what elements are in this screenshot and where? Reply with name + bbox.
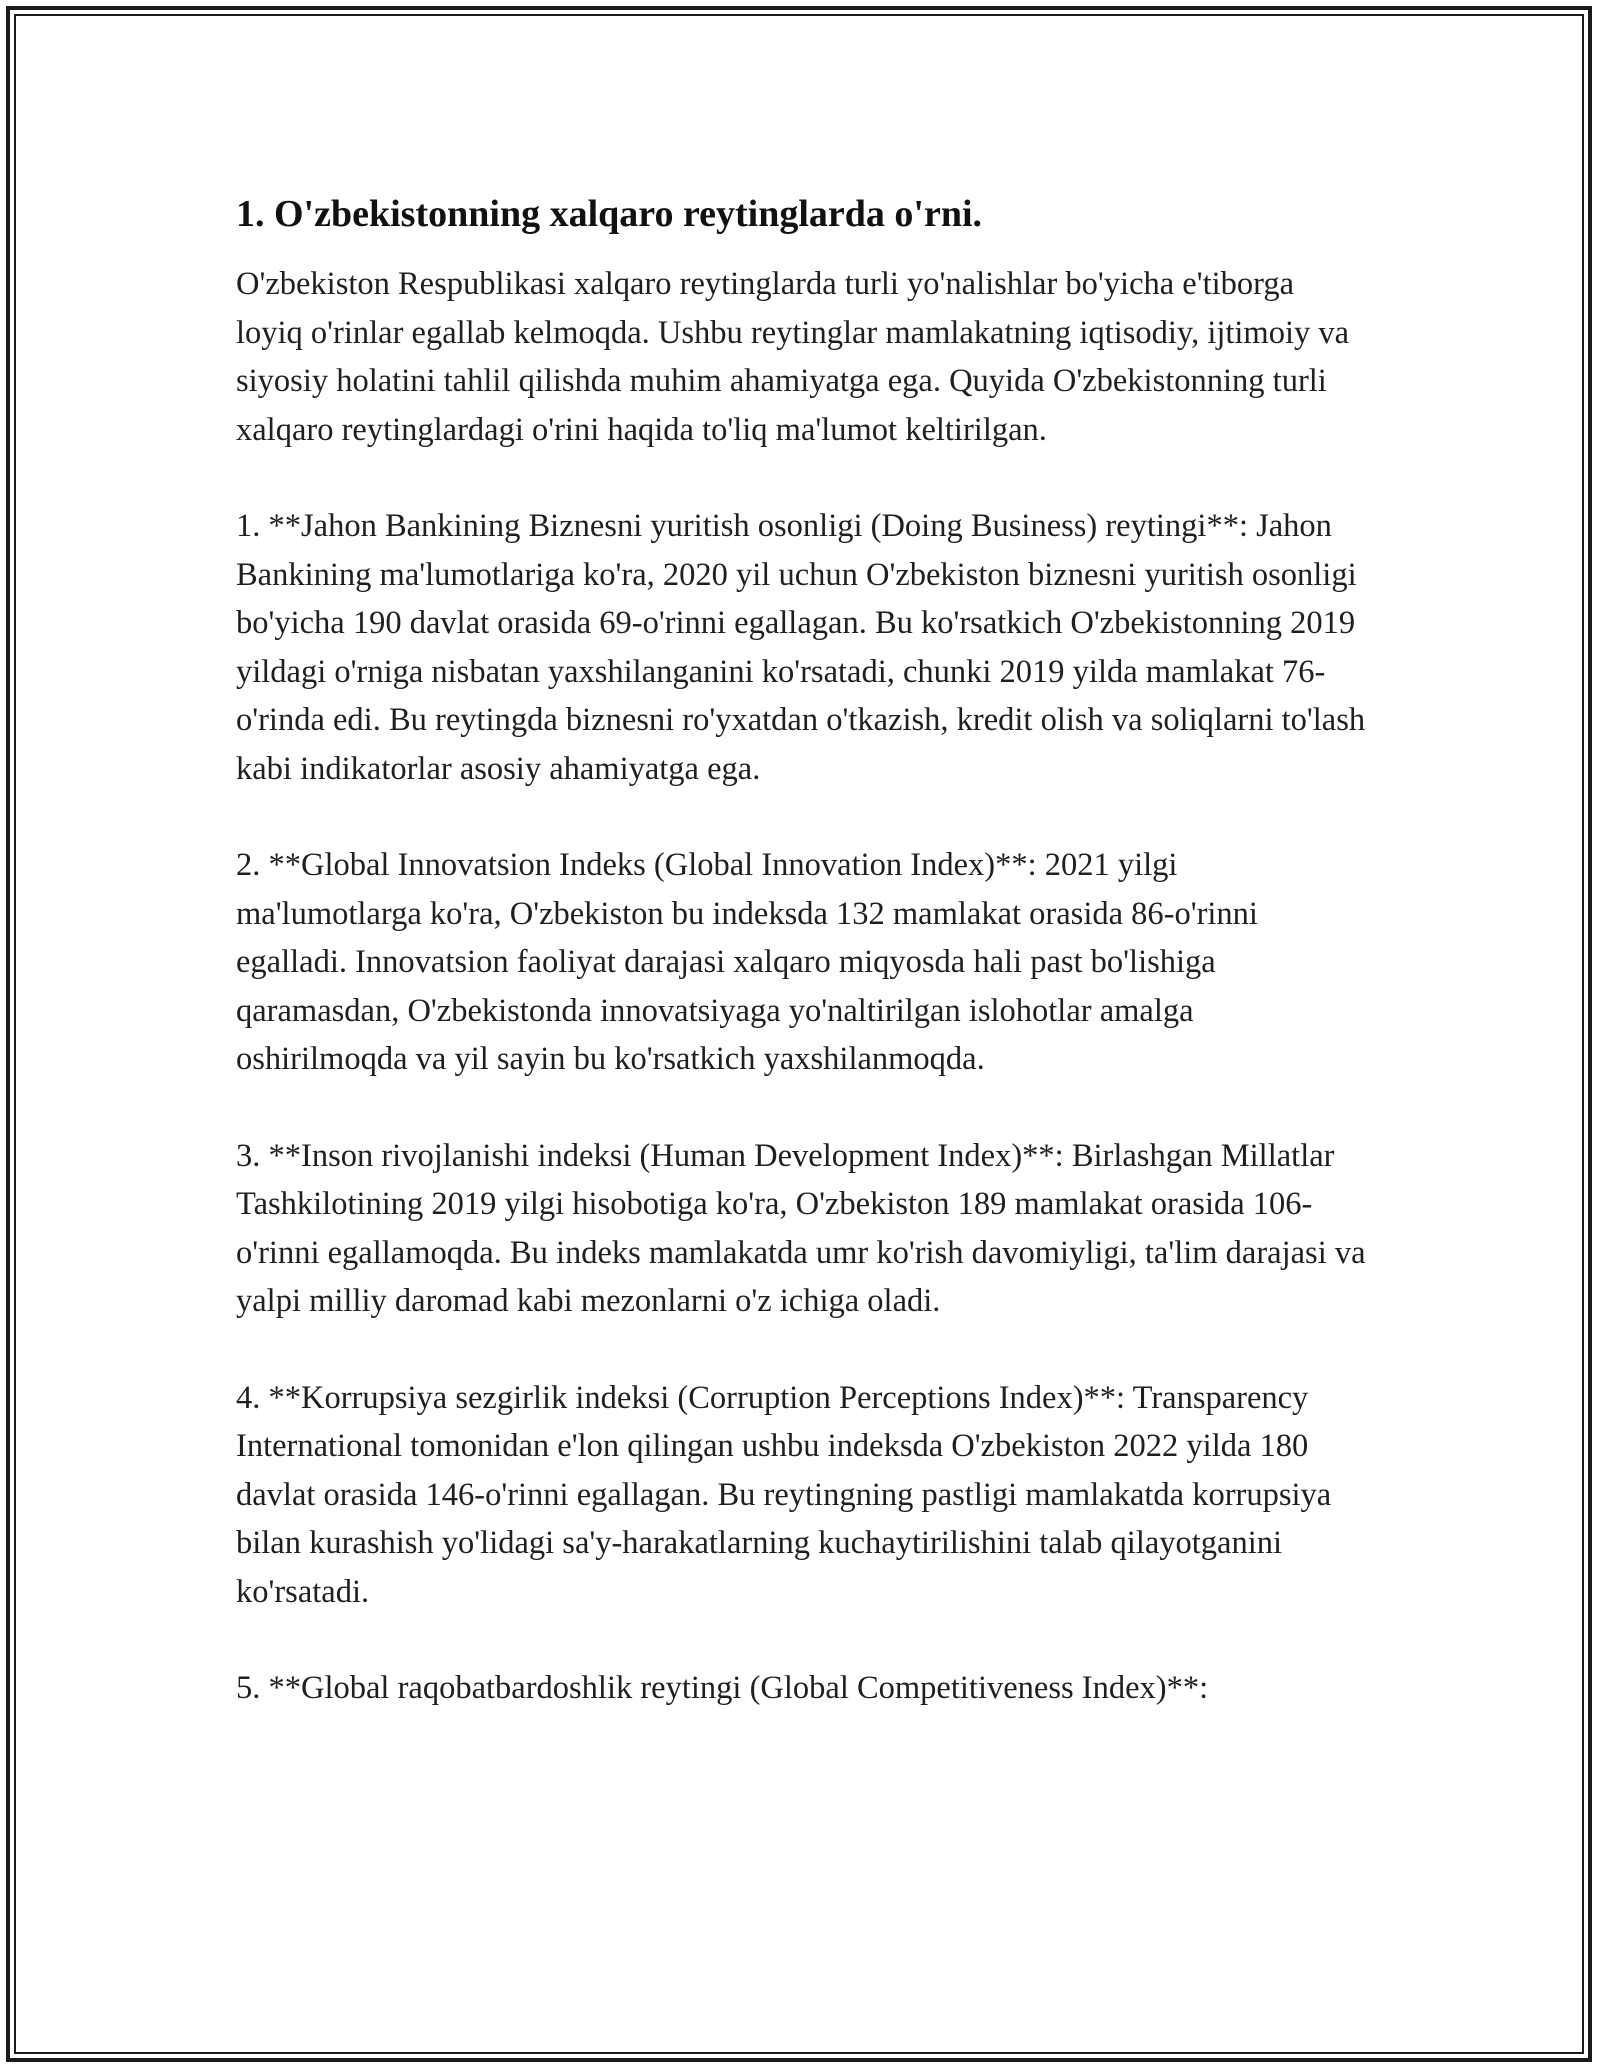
paragraph-corruption-perceptions-index: 4. **Korrupsiya sezgirlik indeksi (Corruption Perceptions Index)**: Transparency International tomonidan e'lon qilingan ushbu indeksda O'zbekiston 2022 yilda 180 davlat orasida 146-o'rinni egallagan. Bu reytingning pastligi mamlakatda korrupsiya bilan kurashish yo'lidagi sa'y-harakatlarning kuchaytirilishini talab qilayotganini ko'rsatadi.: [236, 1379, 1332, 1610]
paragraph-global-competitiveness-index: 5. **Global raqobatbardoshlik reytingi (Global Competitiveness Index)**:: [236, 1670, 1209, 1706]
document-body: [236, 190, 1366, 1761]
paragraph-global-innovation-index: 2. **Global Innovatsion Indeks (Global Innovation Index)**: 2021 yilgi ma'lumotlarga ko'ra, O'zbekiston bu indeksda 132 mamlakat orasida 86-o'rinni egalladi. Innovatsion faoliyat darajasi xalqaro miqyosda hali past bo'lishiga qaramasdan, O'zbekistonda innovatsiyaga yo'naltirilgan islohotlar amalga oshirilmoqda va yil sayin bu ko'rsatkich yaxshilanmoqda.: [236, 847, 1258, 1077]
paragraph-human-development-index: 3. **Inson rivojlanishi indeksi (Human Development Index)**: Birlashgan Millatlar Tashkilotining 2019 yilgi hisobotiga ko'ra, O'zbekiston 189 mamlakat orasida 106-o'rinni egallamoqda. Bu indeks mamlakatda umr ko'rish davomiyligi, ta'lim darajasi va yalpi milliy daromad kabi mezonlarni o'z ichiga oladi.: [236, 1137, 1366, 1319]
document-title: 1. O'zbekistonning xalqaro reytinglarda o'rni.: [236, 193, 983, 235]
paragraph-intro: O'zbekiston Respublikasi xalqaro reytinglarda turli yo'nalishlar bo'yicha e'tiborga loyiq o'rinlar egallab kelmoqda. Ushbu reytinglar mamlakatning iqtisodiy, ijtimoiy va siyosiy holatini tahlil qilishda muhim ahamiyatga ega. Quyida O'zbekistonning turli xalqaro reytinglardagi o'rini haqida to'liq ma'lumot keltirilgan.: [236, 266, 1350, 448]
paragraph-doing-business: 1. **Jahon Bankining Biznesni yuritish osonligi (Doing Business) reytingi**: Jahon Bankining ma'lumotlariga ko'ra, 2020 yil uchun O'zbekiston biznesni yuritish osonligi bo'yicha 190 davlat orasida 69-o'rinni egallagan. Bu ko'rsatkich O'zbekistonning 2019 yildagi o'rniga nisbatan yaxshilanganini ko'rsatadi, chunki 2019 yilda mamlakat 76-o'rinda edi. Bu reytingda biznesni ro'yxatdan o'tkazish, kredit olish va soliqlarni to'lash kabi indikatorlar asosiy ahamiyatga ega.: [236, 508, 1366, 787]
